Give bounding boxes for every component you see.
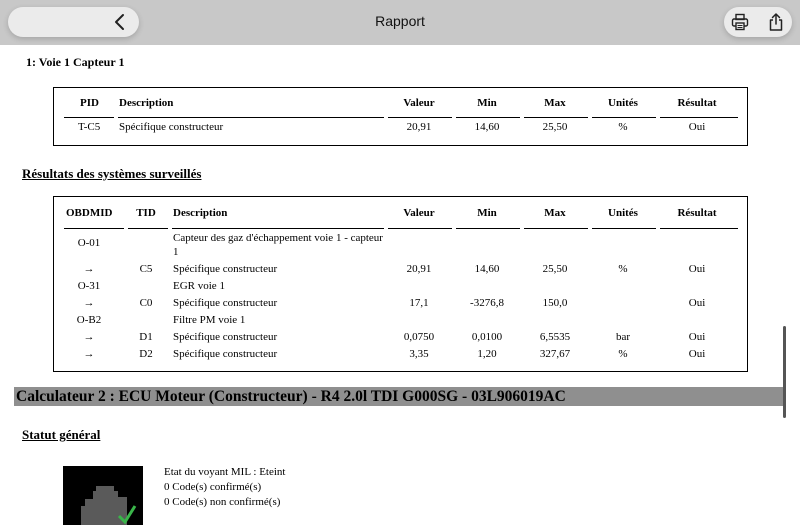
cell-unites: %: [618, 121, 628, 133]
cell-resultat: Oui: [688, 348, 706, 360]
cell-max: 150,0: [542, 297, 568, 309]
engine-icon: [63, 466, 143, 525]
cell-obdmid: →: [83, 331, 95, 343]
cell-obdmid: →: [83, 263, 95, 275]
cell-min: 14,60: [474, 121, 500, 133]
navigation-bar: [0, 0, 800, 45]
cell-unites: bar: [615, 331, 631, 343]
cell-tid: C5: [139, 263, 153, 275]
header-obdmid: OBDMID: [66, 207, 113, 219]
cell-description-wrap: 1: [173, 246, 179, 258]
unconfirmed-codes-line: 0 Code(s) non confirmé(s): [164, 496, 281, 508]
cell-obdmid: O-01: [77, 237, 101, 249]
header-underline: [524, 228, 588, 229]
cell-description: EGR voie 1: [173, 280, 225, 292]
statut-heading: Statut général: [22, 427, 101, 442]
cell-description: Spécifique constructeur: [173, 331, 278, 343]
header-underline: [456, 117, 520, 118]
cell-obdmid: O-B2: [76, 314, 102, 326]
cell-description: Spécifique constructeur: [173, 297, 278, 309]
page-title: Rapport: [375, 13, 425, 29]
cell-valeur: 20,91: [406, 121, 432, 133]
header-resultat: Résultat: [677, 97, 717, 109]
calculateur-title: Calculateur 2 : ECU Moteur (Constructeur) - R4 2.0l TDI G000SG - 03L906019AC: [14, 387, 786, 406]
header-underline: [64, 117, 114, 118]
monitored-systems-table: [53, 196, 748, 372]
cell-obdmid: →: [83, 297, 95, 309]
cell-tid: D2: [139, 348, 153, 360]
header-unites: Unités: [608, 207, 638, 219]
cell-resultat: Oui: [688, 297, 706, 309]
printer-icon[interactable]: [730, 12, 750, 32]
cell-min: -3276,8: [470, 297, 504, 309]
cell-obdmid: O-31: [77, 280, 101, 292]
pid-table: [53, 87, 748, 146]
header-valeur: Valeur: [403, 207, 435, 219]
cell-min: 14,60: [474, 263, 500, 275]
cell-resultat: Oui: [688, 331, 706, 343]
cell-pid: T-C5: [78, 121, 101, 133]
header-underline: [118, 117, 384, 118]
cell-valeur: 17,1: [409, 297, 429, 309]
header-description: Description: [173, 207, 228, 219]
header-underline: [660, 117, 738, 118]
cell-resultat: Oui: [688, 121, 706, 133]
mil-status-image: [63, 466, 143, 525]
header-underline: [172, 228, 384, 229]
mil-status-line: Etat du voyant MIL : Eteint: [164, 466, 286, 478]
cell-description: Spécifique constructeur: [119, 121, 224, 133]
cell-resultat: Oui: [688, 263, 706, 275]
cell-obdmid: →: [83, 348, 95, 360]
cell-tid: D1: [139, 331, 153, 343]
monitored-systems-heading: Résultats des systèmes surveillés: [22, 166, 202, 181]
cell-max: 25,50: [542, 121, 568, 133]
header-underline: [660, 228, 738, 229]
actions-pill: [724, 7, 792, 37]
share-icon[interactable]: [766, 12, 786, 32]
header-min: Min: [477, 207, 497, 219]
cell-description: Capteur des gaz d'échappement voie 1 - capteur: [173, 232, 383, 244]
cell-tid: C0: [139, 297, 153, 309]
header-underline: [592, 117, 656, 118]
header-tid: TID: [136, 207, 156, 219]
cell-description: Spécifique constructeur: [173, 263, 278, 275]
cell-min: 1,20: [477, 348, 497, 360]
header-underline: [388, 117, 452, 118]
header-underline: [524, 117, 588, 118]
cell-description: Spécifique constructeur: [173, 348, 278, 360]
header-resultat: Résultat: [677, 207, 717, 219]
cell-valeur: 3,35: [409, 348, 429, 360]
header-underline: [388, 228, 452, 229]
header-underline: [592, 228, 656, 229]
cell-description: Filtre PM voie 1: [173, 314, 246, 326]
cell-max: 6,5535: [539, 331, 571, 343]
header-max: Max: [544, 207, 566, 219]
header-pid: PID: [80, 97, 99, 109]
cell-unites: %: [618, 348, 628, 360]
section-label: 1: Voie 1 Capteur 1: [26, 55, 125, 69]
cell-max: 25,50: [542, 263, 568, 275]
cell-valeur: 20,91: [406, 263, 432, 275]
header-unites: Unités: [608, 97, 638, 109]
cell-unites: %: [618, 263, 628, 275]
scrollbar[interactable]: [783, 326, 786, 418]
header-valeur: Valeur: [403, 97, 435, 109]
confirmed-codes-line: 0 Code(s) confirmé(s): [164, 481, 262, 493]
header-underline: [456, 228, 520, 229]
header-max: Max: [544, 97, 566, 109]
cell-max: 327,67: [539, 348, 571, 360]
header-underline: [64, 228, 124, 229]
cell-valeur: 0,0750: [403, 331, 435, 343]
header-description: Description: [119, 97, 174, 109]
cell-min: 0,0100: [471, 331, 503, 343]
header-min: Min: [477, 97, 497, 109]
header-underline: [128, 228, 168, 229]
